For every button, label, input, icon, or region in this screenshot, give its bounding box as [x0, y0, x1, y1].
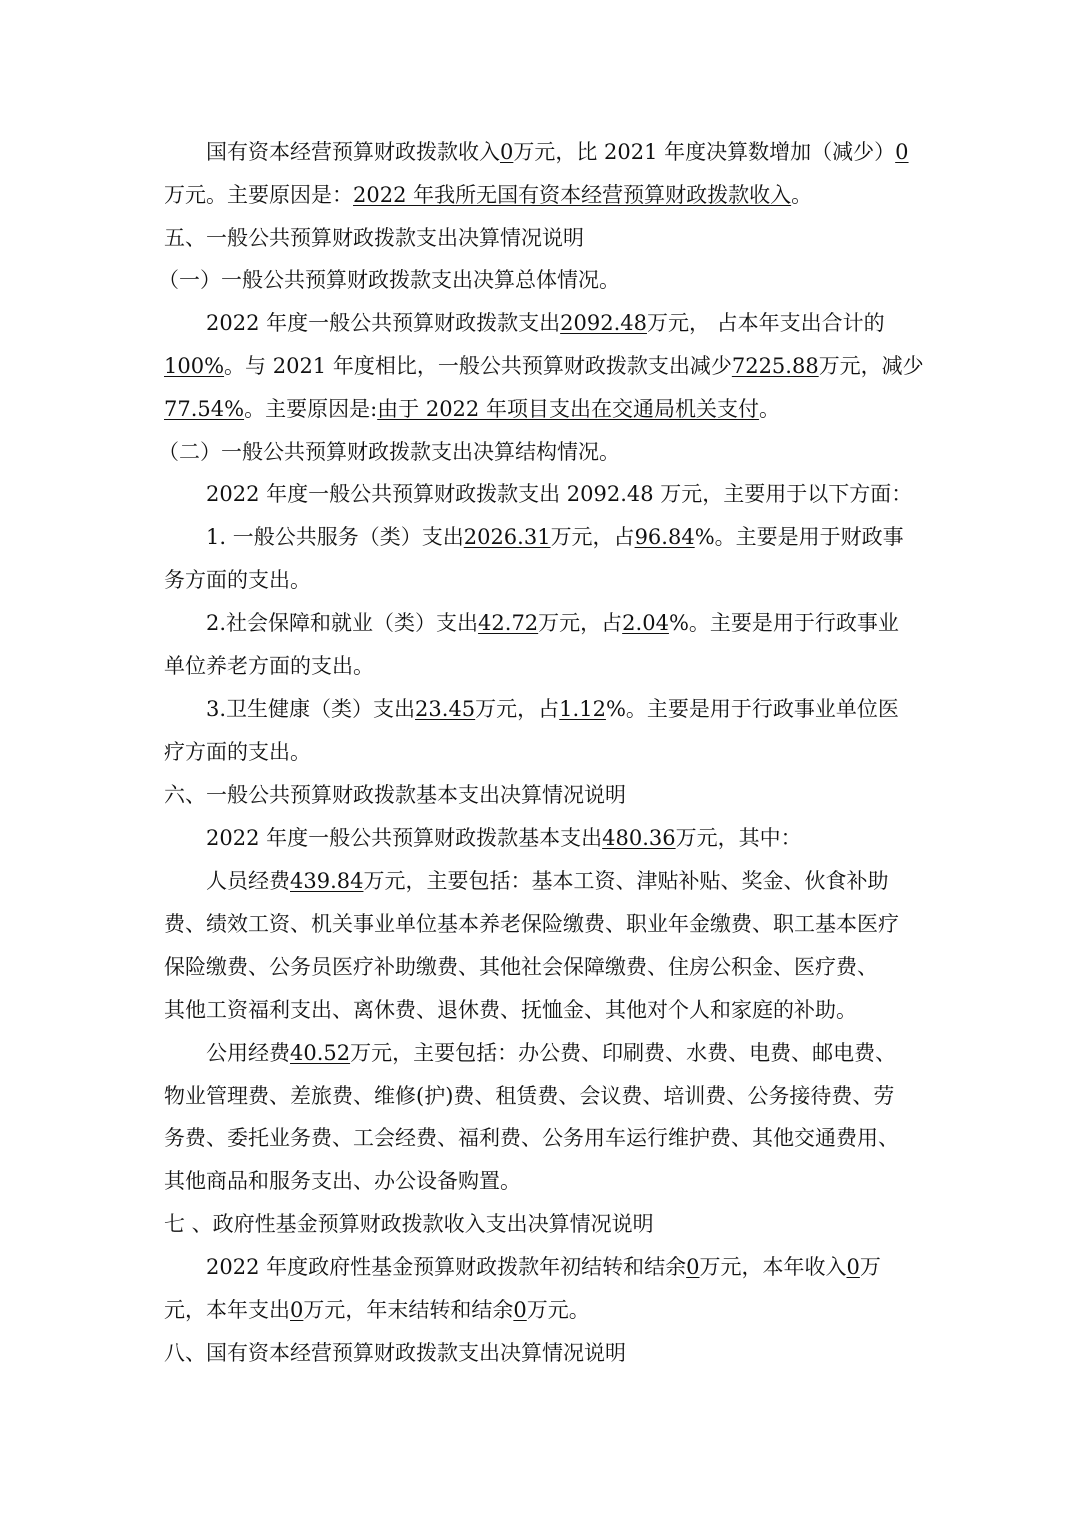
value-underlined: 0 [290, 1298, 304, 1322]
section-heading-8: 八、国有资本经营预算财政拨款支出决算情况说明 [164, 1341, 626, 1365]
text: 3.卫生健康（类）支出 [206, 697, 416, 721]
list-item-line: 单位养老方面的支出。 [164, 654, 374, 678]
text: 万元，占 [550, 525, 635, 549]
paragraph-personnel-costs [206, 867, 966, 895]
text: 。 [758, 397, 780, 421]
value-underlined: 480.36 [602, 826, 676, 850]
paragraph-line: 其他工资福利支出、离休费、退休费、抚恤金、其他对个人和家庭的补助。 [164, 998, 857, 1022]
value-underlined: 2092.48 [560, 311, 647, 335]
text: 。 [791, 183, 813, 207]
value-underlined: 1.12 [559, 697, 606, 721]
value-underlined: 77.54% [164, 397, 245, 421]
paragraph-line [164, 1296, 924, 1324]
text: 万元，减少 [818, 354, 924, 378]
text: 万元，主要包括：办公费、印刷费、水费、电费、邮电费、 [350, 1041, 897, 1065]
text: 2022 年度一般公共预算财政拨款支出 [206, 311, 561, 335]
paragraph-basic-expenditure [206, 824, 966, 852]
value-underlined: 42.72 [478, 611, 539, 635]
text: %。主要是用于行政事业单位医 [605, 697, 899, 721]
paragraph-government-fund [206, 1253, 966, 1281]
text: 。主要原因是: [244, 397, 378, 421]
value-underlined: 439.84 [290, 869, 364, 893]
list-item-health [206, 695, 966, 723]
list-item-general-services [206, 523, 966, 551]
text: 万元，本年收入 [699, 1255, 847, 1279]
text: 公用经费 [206, 1041, 290, 1065]
subsection-heading-5-2: （二）一般公共预算财政拨款支出决算结构情况。 [158, 440, 620, 464]
value-underlined: 0 [500, 140, 514, 164]
text: 万元，主要包括：基本工资、津贴补贴、奖金、伙食补助 [363, 869, 889, 893]
text: 万元。 [526, 1298, 590, 1322]
paragraph-line [164, 181, 924, 209]
value-underlined: 2026.31 [463, 525, 551, 549]
value-underlined: 40.52 [290, 1041, 351, 1065]
section-heading-5: 五、一般公共预算财政拨款支出决算情况说明 [164, 226, 584, 250]
text: 国有资本经营预算财政拨款收入 [206, 140, 500, 164]
paragraph-line: 保险缴费、公务员医疗补助缴费、其他社会保障缴费、住房公积金、医疗费、 [164, 955, 878, 979]
text: 元，本年支出 [164, 1298, 290, 1322]
value-underlined: 0 [513, 1298, 527, 1322]
paragraph-structure-intro: 2022 年度一般公共预算财政拨款支出 2092.48 万元，主要用于以下方面： [206, 482, 913, 506]
text: 万元，占 [475, 697, 560, 721]
paragraph-general-budget-expenditure [206, 309, 966, 337]
text: 1. 一般公共服务（类）支出 [206, 525, 464, 549]
paragraph-line: 其他商品和服务支出、办公设备购置。 [164, 1169, 521, 1193]
value-underlined: 100% [164, 354, 225, 378]
value-underlined: 7225.88 [731, 354, 819, 378]
list-item-social-security [206, 609, 966, 637]
section-heading-6: 六、一般公共预算财政拨款基本支出决算情况说明 [164, 783, 626, 807]
subsection-heading-5-1: （一）一般公共预算财政拨款支出决算总体情况。 [158, 268, 620, 292]
text: 2022 年度一般公共预算财政拨款基本支出 [206, 826, 603, 850]
text: 万元，占 [538, 611, 623, 635]
paragraph-line: 费、绩效工资、机关事业单位基本养老保险缴费、职业年金缴费、职工基本医疗 [164, 912, 899, 936]
value-underlined: 0 [686, 1255, 700, 1279]
text: 。与 2021 年度相比，一般公共预算财政拨款支出减少 [224, 354, 732, 378]
value-underlined: 23.45 [415, 697, 476, 721]
text: %。主要是用于行政事业 [668, 611, 899, 635]
list-item-line: 疗方面的支出。 [164, 740, 311, 764]
list-item-line: 务方面的支出。 [164, 568, 311, 592]
text: 万 [859, 1255, 881, 1279]
paragraph-line: 务费、委托业务费、工会经费、福利费、公务用车运行维护费、其他交通费用、 [164, 1126, 899, 1150]
text: %。主要是用于财政事 [694, 525, 904, 549]
text: 2022 年度政府性基金预算财政拨款年初结转和结余 [206, 1255, 687, 1279]
text: 万元，年末结转和结余 [303, 1298, 514, 1322]
reason-underlined: 2022 年我所无国有资本经营预算财政拨款收入 [353, 183, 792, 207]
text: 万元，比 2021 年度决算数增加（减少） [513, 140, 896, 164]
value-underlined: 0 [846, 1255, 860, 1279]
paragraph-line [164, 395, 924, 423]
text: 2.社会保障和就业（类）支出 [206, 611, 479, 635]
section-heading-7: 七 、政府性基金预算财政拨款收入支出决算情况说明 [164, 1212, 654, 1236]
reason-underlined: 由于 2022 年项目支出在交通局机关支付 [377, 397, 759, 421]
paragraph-line [164, 352, 924, 380]
paragraph-state-capital-income [206, 138, 966, 166]
value-underlined: 2.04 [622, 611, 669, 635]
paragraph-public-costs [206, 1039, 966, 1067]
paragraph-line: 物业管理费、差旅费、维修(护)费、租赁费、会议费、培训费、公务接待费、劳 [164, 1084, 895, 1108]
text: 万元，其中： [675, 826, 802, 850]
text: 人员经费 [206, 869, 290, 893]
text: 万元， 占本年支出合计的 [646, 311, 885, 335]
value-underlined: 0 [895, 140, 909, 164]
text: 万元。主要原因是： [164, 183, 353, 207]
value-underlined: 96.84 [634, 525, 695, 549]
